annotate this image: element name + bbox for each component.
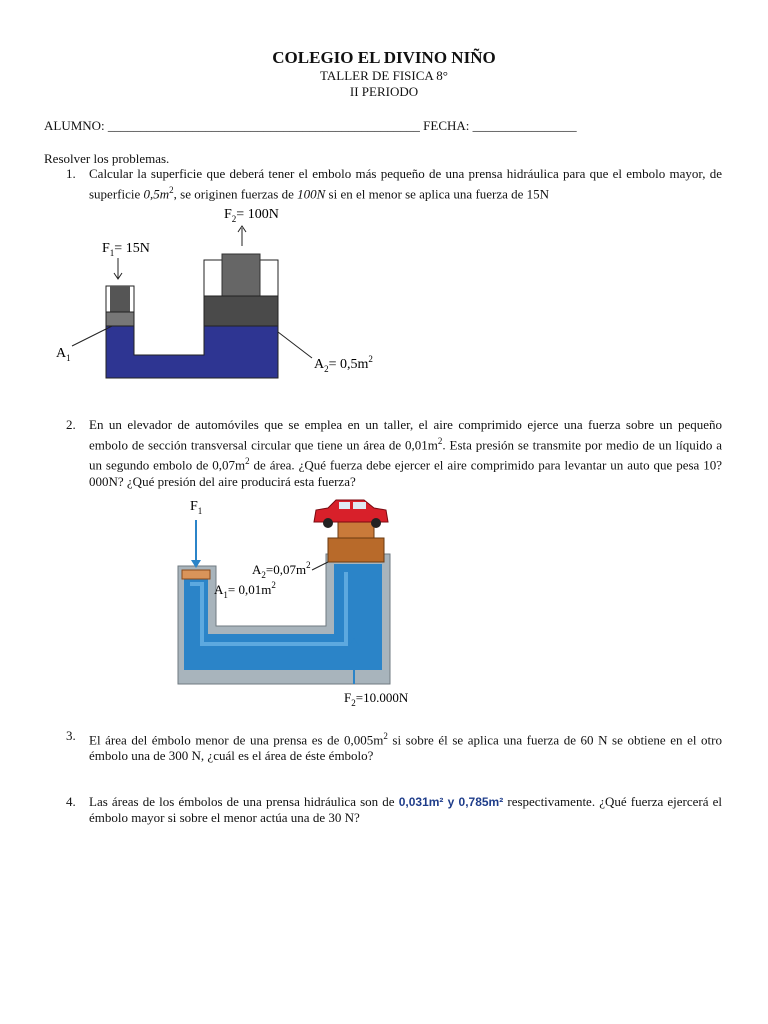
- f1-label: $F_1$: [190, 499, 203, 516]
- f2-label: $F_2= 100N$: [224, 207, 279, 224]
- highlighted-value: 0,785m²: [458, 795, 504, 809]
- f1-label: $F_1= 15N$: [102, 241, 150, 258]
- problem-text-part: Las áreas de los émbolos de una prensa hidráulica son de: [89, 794, 399, 809]
- f2-label: $F_2=10.000N$: [344, 690, 409, 708]
- a1-label: $A_1= 0,01m^2$: [214, 580, 276, 600]
- problem-text-part: si en el menor se aplica una fuerza de 15N: [325, 186, 550, 202]
- problem-text: [89, 166, 722, 202]
- a1-label: $A_1$: [56, 346, 71, 363]
- alumno-blank[interactable]: ________________________________________________: [107, 118, 420, 133]
- large-piston-base: [204, 296, 278, 326]
- student-line: [44, 118, 577, 134]
- small-piston-top: [110, 286, 130, 312]
- problem-3: [66, 728, 722, 764]
- car-elevator-figure-2: [176, 494, 426, 708]
- problem-text-part: 0,5m: [143, 186, 170, 202]
- problem-4: [66, 794, 722, 826]
- school-title: COLEGIO EL DIVINO NIÑO: [272, 48, 496, 67]
- problem-text-part: 2: [437, 436, 443, 446]
- problem-text: [89, 728, 722, 764]
- a2-pointer: [278, 332, 312, 358]
- subject-title: TALLER DE FISICA 8°: [319, 68, 449, 83]
- problem-1: [66, 166, 722, 202]
- problem-text-part: , se originen fuerzas de: [173, 186, 298, 202]
- problem-number: 4.: [66, 794, 76, 809]
- problem-text-part: 2: [169, 185, 174, 195]
- problem-text-part: Calcular la superficie que deberá tener el embolo más pequeño de una prensa hidráulica para que el embolo mayor, de superficie: [89, 166, 722, 202]
- hydraulic-press-figure-1: [50, 200, 390, 385]
- highlighted-value: y: [443, 795, 459, 809]
- alumno-label: ALUMNO:: [44, 118, 105, 133]
- large-piston-top: [328, 538, 384, 562]
- a2-label: $A_2= 0,5m^2$: [314, 354, 373, 374]
- problem-text-part: si sobre él se aplica una fuerza de 60 N se obtiene en el otro émbolo una de 300 N, ¿cuál es el área de éste émbolo?: [89, 732, 722, 764]
- problem-text: [89, 417, 722, 490]
- problem-number: 3.: [66, 728, 76, 743]
- problem-text-part: respectivamente. ¿Qué fuerza ejercerá el émbolo mayor si sobre el menor actúa una de 30 N?: [89, 794, 723, 825]
- problem-text-part: 2: [383, 731, 388, 741]
- period-title: II PERIODO: [349, 84, 419, 99]
- problem-text-part: . Esta presión se transmite por medio de un líquido a un segundo embolo de 0,07m: [89, 437, 722, 473]
- small-piston: [182, 570, 210, 579]
- problem-text-part: 100N: [297, 186, 326, 202]
- instruction-text: Resolver los problemas.: [44, 151, 170, 166]
- problem-number: 1.: [66, 166, 76, 181]
- highlighted-value: 0,031m²: [398, 795, 444, 809]
- problem-2: [66, 417, 722, 490]
- problem-text-part: 2: [245, 456, 250, 467]
- problem-text-part: de área. ¿Qué fuerza debe ejercer el aire comprimido para levantar un auto que pesa 10?000N? ¿Qué presión del aire producirá esta fuerza?: [89, 457, 722, 489]
- fluid-body: [106, 325, 278, 378]
- large-piston-platform: [338, 522, 374, 538]
- fecha-label: FECHA:: [423, 118, 470, 133]
- problem-text: [89, 794, 722, 826]
- large-piston-top: [222, 254, 260, 298]
- small-piston-base: [106, 312, 134, 326]
- fecha-blank[interactable]: ________________: [472, 118, 577, 133]
- problem-text-part: El área del émbolo menor de una prensa es de 0,005m: [89, 732, 384, 748]
- problem-text-part: En un elevador de automóviles que se emplea en un taller, el aire comprimido ejerce una fuerza sobre un pequeño embolo de sección transversal circular que tiene un área de 0,01m: [89, 417, 722, 453]
- a2-label: $A_2=0,07m^2$: [252, 560, 311, 580]
- problem-number: 2.: [66, 417, 76, 432]
